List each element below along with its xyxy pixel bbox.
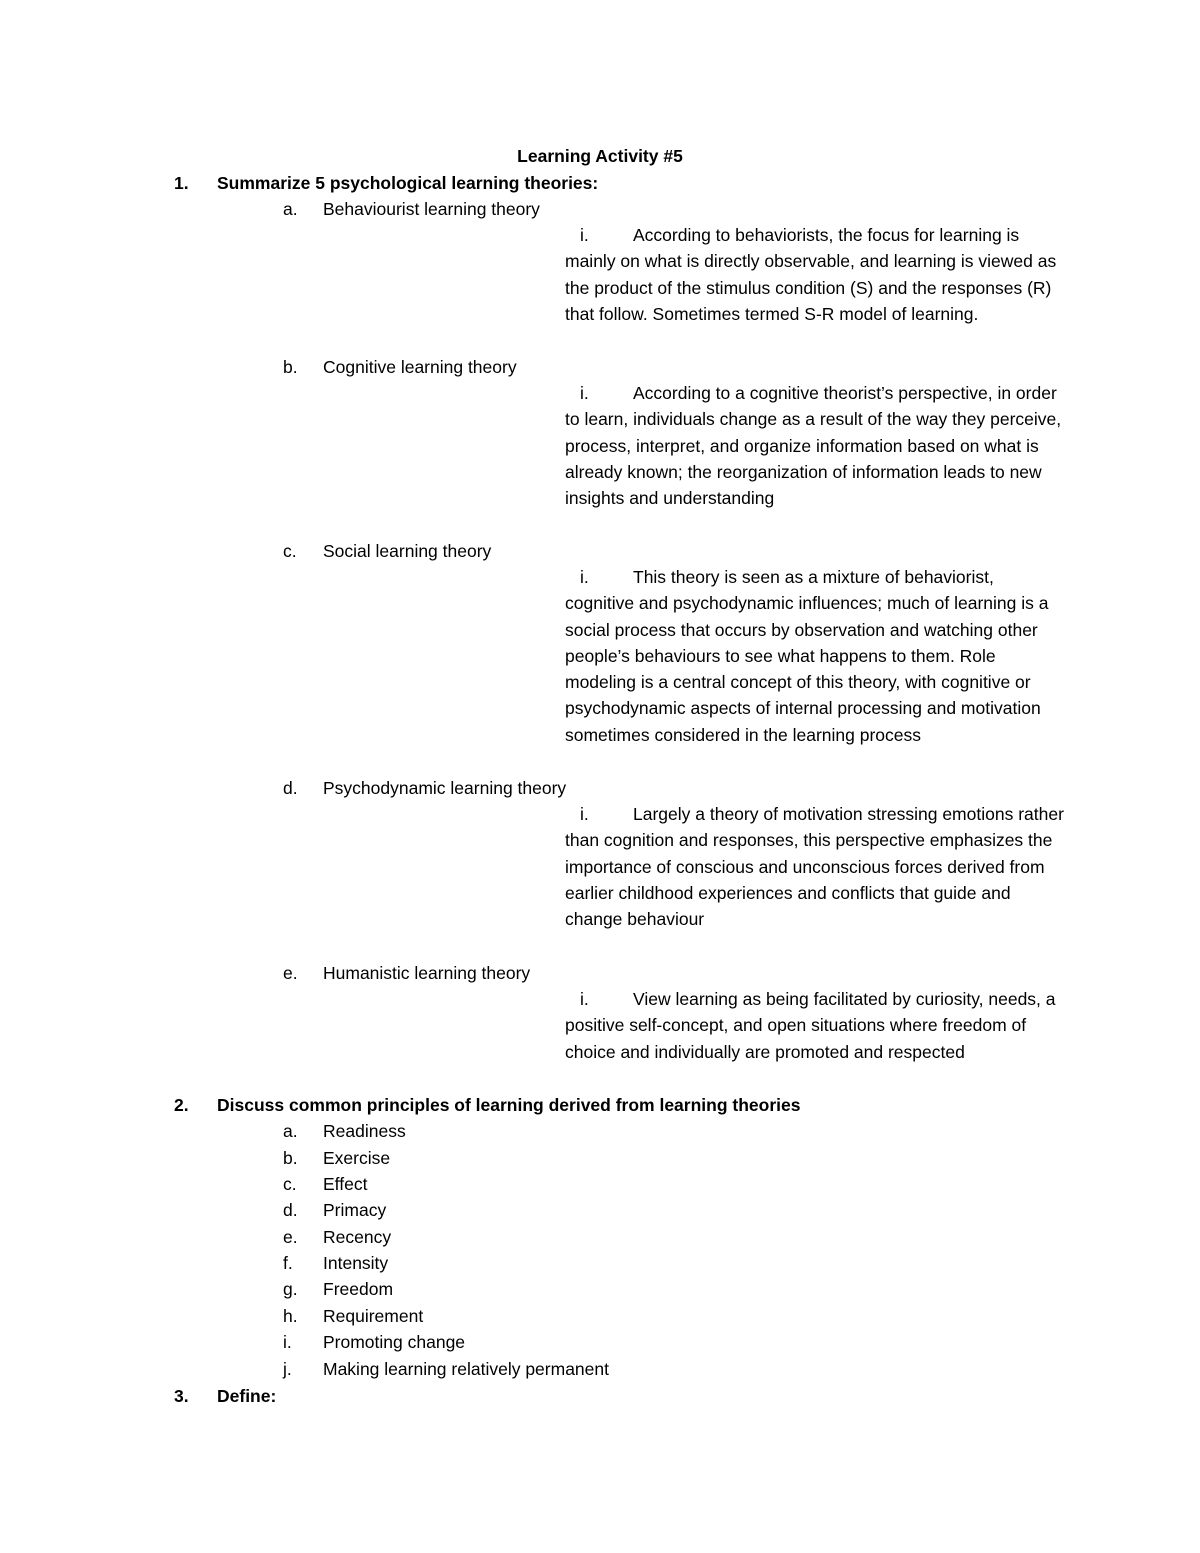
theory-description-e [565,986,1065,1065]
theory-description-a [565,222,1065,327]
list-letter: a. [283,199,298,219]
list-label: Humanistic learning theory [323,963,531,983]
list-letter: g. [283,1279,298,1299]
list-label: Cognitive learning theory [323,357,517,377]
list-label: Freedom [323,1279,394,1299]
roman-numeral: i. [580,989,589,1009]
description-text: According to behaviorists, the focus for learning is mainly on what is directly observable, and learning is viewed as the product of the stimulus condition (S) and the responses (R) that follow. Sometimes termed S-R model of learning. [565,225,1057,324]
question-number: 1. [174,173,189,193]
roman-numeral: i. [580,567,589,587]
question-text: Summarize 5 psychological learning theories: [217,173,599,193]
document-title: Learning Activity #5 [517,146,683,166]
question-text: Define: [217,1386,277,1406]
description-text: According to a cognitive theorist’s perspective, in order to learn, individuals change as a result of the way they perceive, process, interpret, and organize information based on what is already known; the reorganization of information leads to new insights and understanding [565,383,1062,509]
list-label: Requirement [323,1306,424,1326]
list-label: Promoting change [323,1332,466,1352]
list-label: Recency [323,1227,392,1247]
list-label: Exercise [323,1148,391,1168]
theory-description-c [565,564,1065,748]
list-letter: j. [283,1359,292,1379]
question-number: 3. [174,1386,189,1406]
list-letter: b. [283,357,298,377]
question-text: Discuss common principles of learning derived from learning theories [217,1095,801,1115]
list-letter: e. [283,1227,298,1247]
list-label: Psychodynamic learning theory [323,778,567,798]
list-letter: h. [283,1306,298,1326]
roman-numeral: i. [580,225,589,245]
list-letter: i. [283,1332,292,1352]
list-label: Social learning theory [323,541,492,561]
list-label: Behaviourist learning theory [323,199,540,219]
list-letter: e. [283,963,298,983]
question-number: 2. [174,1095,189,1115]
list-letter: c. [283,541,297,561]
list-letter: d. [283,1200,298,1220]
list-label: Making learning relatively permanent [323,1359,609,1379]
description-text: View learning as being facilitated by curiosity, needs, a positive self-concept, and open situations where freedom of choice and individually are promoted and respected [565,989,1056,1062]
list-letter: b. [283,1148,298,1168]
roman-numeral: i. [580,383,589,403]
description-text: Largely a theory of motivation stressing emotions rather than cognition and responses, this perspective emphasizes the importance of conscious and unconscious forces derived from earlier childhood experiences and conflicts that guide and change behaviour [565,804,1064,930]
theory-description-b [565,380,1065,511]
list-label: Intensity [323,1253,389,1273]
roman-numeral: i. [580,804,589,824]
description-text: This theory is seen as a mixture of behaviorist, cognitive and psychodynamic influences; much of learning is a social process that occurs by observation and watching other people’s behaviours to see what happens to them. Role modeling is a central concept of this theory, with cognitive or psychodynamic aspects of internal processing and motivation sometimes considered in the learning process [565,567,1049,745]
list-letter: a. [283,1121,298,1141]
theory-description-d [565,801,1065,932]
list-letter: f. [283,1253,293,1273]
list-label: Effect [323,1174,368,1194]
list-label: Primacy [323,1200,387,1220]
list-letter: d. [283,778,298,798]
list-letter: c. [283,1174,297,1194]
list-label: Readiness [323,1121,406,1141]
